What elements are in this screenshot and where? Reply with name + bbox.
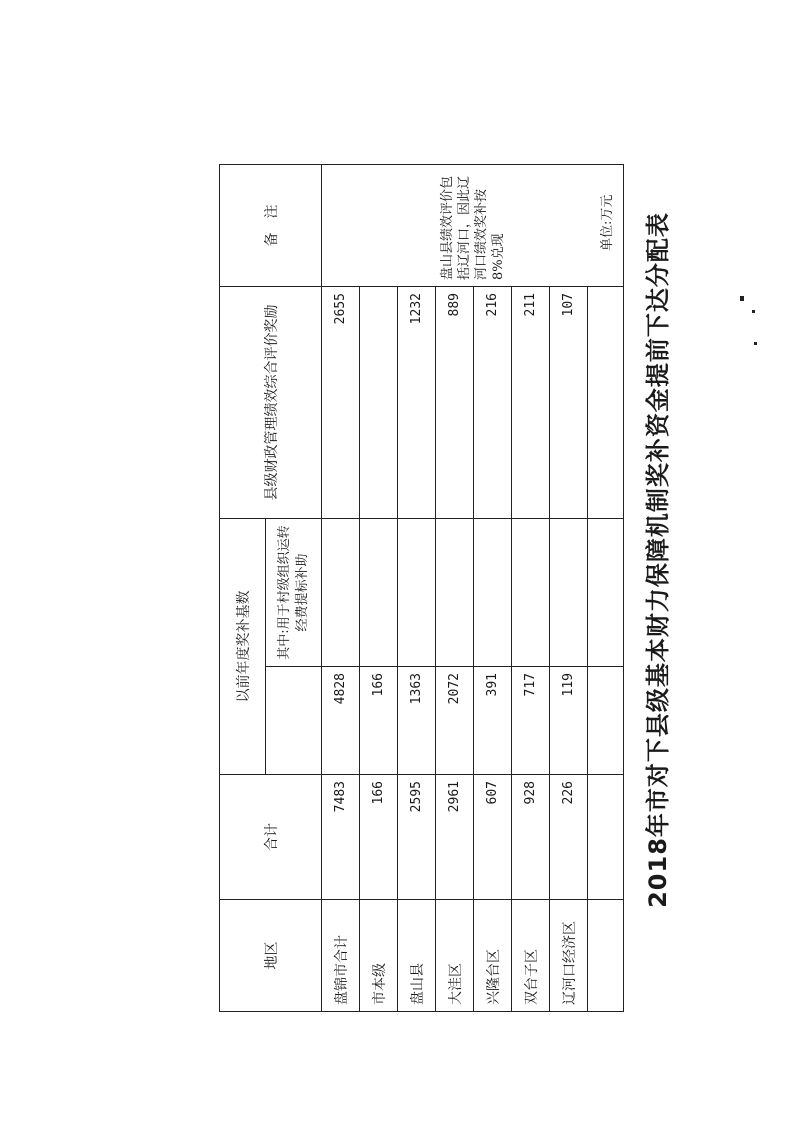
- header-note: 备 注: [220, 165, 322, 287]
- table-row: [436, 165, 474, 1012]
- total-cell: 7483: [322, 775, 360, 900]
- perf-award-cell: 216: [474, 287, 512, 519]
- village-sub-cell: [512, 519, 550, 667]
- header-row: [220, 165, 266, 1012]
- region-cell: 市本级: [360, 900, 398, 1012]
- header-village-sub: 其中:用于村级组织运转经费提标补助: [266, 519, 322, 667]
- region-cell: 盘山县: [398, 900, 436, 1012]
- perf-award-cell: 107: [550, 287, 588, 519]
- perf-award-cell: 889: [436, 287, 474, 519]
- region-cell: 大洼区: [436, 900, 474, 1012]
- total-cell: 2595: [398, 775, 436, 900]
- table-row: [398, 165, 436, 1012]
- table-row: [474, 165, 512, 1012]
- table-row: [360, 165, 398, 1012]
- allocation-table: [219, 164, 624, 1012]
- village-sub-cell: [398, 519, 436, 667]
- remark-cell: [322, 165, 624, 287]
- village-sub-cell: [436, 519, 474, 667]
- table-row: [588, 165, 624, 1012]
- village-sub-cell: [360, 519, 398, 667]
- village-sub-cell: [474, 519, 512, 667]
- prev-base-cell: 2072: [436, 667, 474, 775]
- village-sub-cell: [588, 519, 624, 667]
- perf-award-cell: [360, 287, 398, 519]
- header-perf-award: 县级财政管理绩效综合评价奖励: [220, 287, 322, 519]
- total-cell: 166: [360, 775, 398, 900]
- region-cell: 辽河口经济区: [550, 900, 588, 1012]
- village-sub-cell: [322, 519, 360, 667]
- prev-base-cell: 717: [512, 667, 550, 775]
- total-cell: 2961: [436, 775, 474, 900]
- total-cell: 226: [550, 775, 588, 900]
- unit-label: 单位:万元: [600, 194, 615, 251]
- prev-base-cell: 4828: [322, 667, 360, 775]
- table-row: [550, 165, 588, 1012]
- total-cell: 928: [512, 775, 550, 900]
- document-title: 2018年市对下县级基本财力保障机制奖补资金提前下达分配表: [644, 212, 672, 908]
- perf-award-cell: 211: [512, 287, 550, 519]
- scan-speck: [754, 342, 757, 345]
- header-region: 地区: [220, 900, 322, 1012]
- prev-base-cell: 119: [550, 667, 588, 775]
- perf-award-cell: 2655: [322, 287, 360, 519]
- total-cell: [588, 775, 624, 900]
- scan-speck: [740, 296, 744, 301]
- header-prev-base-blank: [266, 667, 322, 775]
- region-cell: 兴隆台区: [474, 900, 512, 1012]
- perf-award-cell: 1232: [398, 287, 436, 519]
- village-sub-cell: [550, 519, 588, 667]
- scan-speck: [752, 310, 755, 313]
- total-cell: 607: [474, 775, 512, 900]
- table-row: [512, 165, 550, 1012]
- prev-base-cell: 391: [474, 667, 512, 775]
- prev-base-cell: [588, 667, 624, 775]
- region-cell: [588, 900, 624, 1012]
- header-total: 合计: [220, 775, 322, 900]
- region-cell: 双台子区: [512, 900, 550, 1012]
- header-prev-base: 以前年度奖补基数: [220, 519, 266, 775]
- prev-base-cell: 166: [360, 667, 398, 775]
- table-row: [322, 165, 360, 1012]
- perf-award-cell: [588, 287, 624, 519]
- remark-text: 盘山县绩效评价包括辽河口，因此辽河口绩效奖补按8%兑现: [439, 175, 506, 280]
- prev-base-cell: 1363: [398, 667, 436, 775]
- region-cell: 盘锦市合计: [322, 900, 360, 1012]
